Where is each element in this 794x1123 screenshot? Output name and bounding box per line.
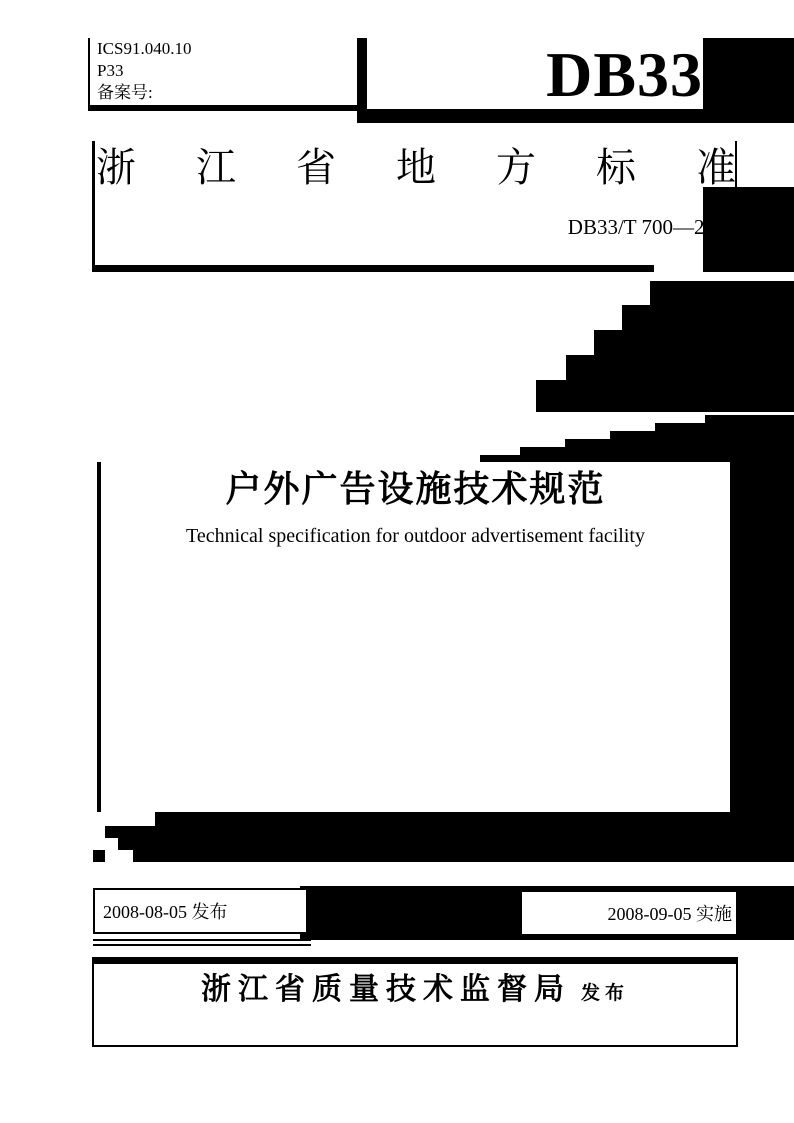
scan-artifact-right-column [728,415,794,862]
document-title-zh: 户外广告设施技术规范 [225,468,606,509]
ics-code: ICS91.040.10 [97,39,192,58]
header-horizontal-rule [357,109,794,123]
classification-code: P33 [97,61,124,80]
scan-artifact-bottom-band [93,812,794,862]
implementation-date-box [520,890,738,936]
header-box-bottom-rule [92,265,654,272]
header-box-left-border [92,141,95,272]
implementation-date: 2008-09-05 实施 [607,904,732,924]
ics-classification-box [88,38,358,105]
db-standard-mark: DB33 [546,39,703,110]
document-title-box [97,462,730,812]
issue-date-underline-top [93,939,311,941]
scan-artifact-middle-staircase [480,281,794,412]
publisher-box [92,957,738,1047]
issue-date-underline-bottom [93,944,311,946]
issue-date: 2008-08-05 发布 [103,902,228,922]
record-number-label: 备案号: [97,83,153,102]
scan-artifact-bottom-dot [93,850,105,862]
publisher-name: 浙江省质量技术监督局 [200,973,571,1006]
issue-date-box [93,888,308,934]
standard-title: 浙 江 省 地 方 标 准 [96,145,736,190]
ics-box-bottom-rule [88,105,367,111]
standard-number: DB33/T 700—2008 [567,215,736,239]
document-title-en: Technical specification for outdoor advertisement facility [186,525,645,547]
publisher-action-label: 发布 [580,983,629,1004]
